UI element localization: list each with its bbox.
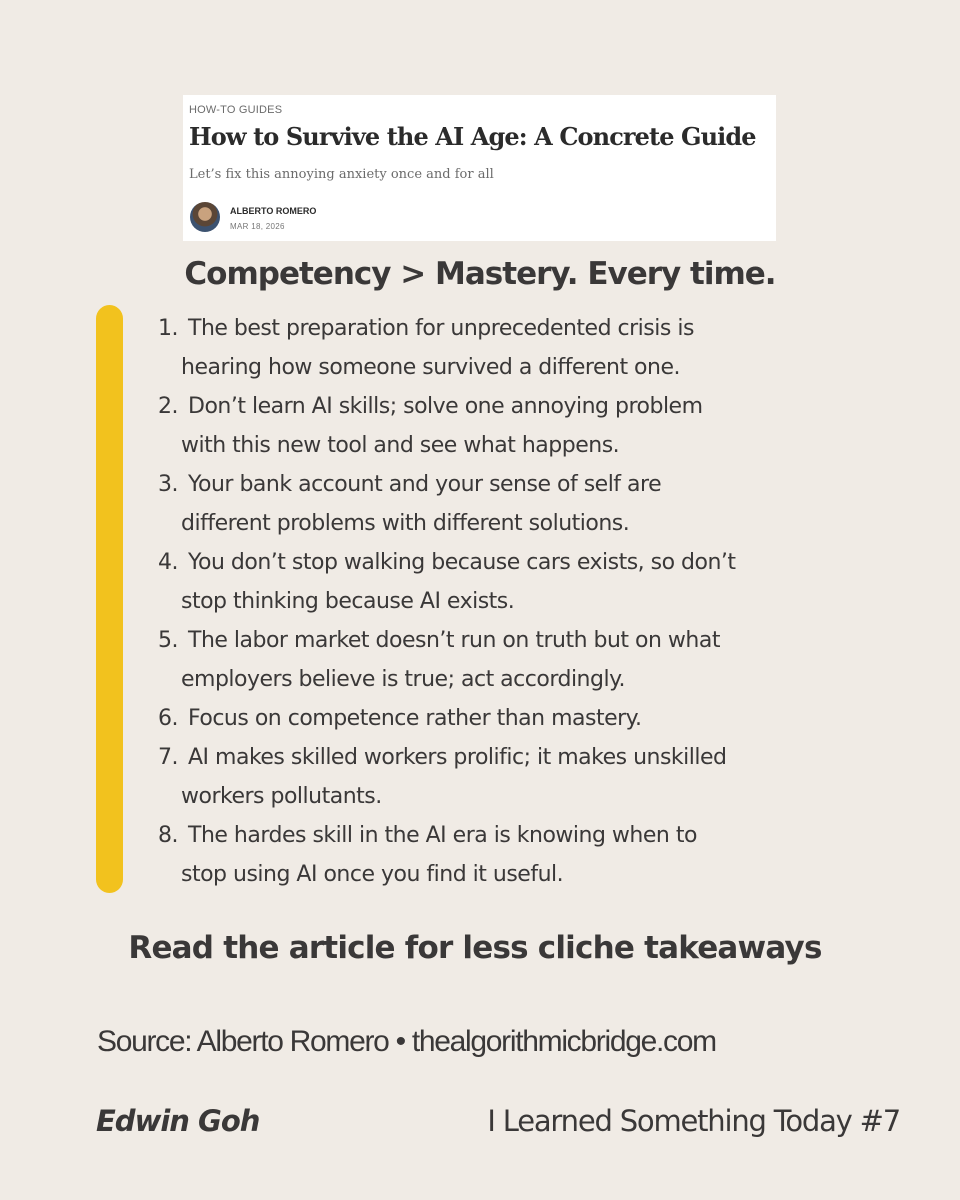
tip-text — [181, 387, 703, 465]
tip-text — [181, 621, 720, 699]
tip-line: hearing how someone survived a different one. — [181, 355, 680, 380]
tip-text — [181, 309, 694, 387]
source-credit: Source: Alberto Romero • thealgorithmicbridge.com — [97, 1025, 716, 1058]
tip-line: stop using AI once you find it useful. — [181, 862, 564, 887]
tip-text — [181, 465, 662, 543]
tip-number: 4. — [158, 550, 178, 575]
tip-line: workers pollutants. — [181, 784, 382, 809]
tip-text — [181, 738, 727, 816]
cta-text: Read the article for less cliche takeaways — [128, 930, 822, 966]
accent-bar — [96, 305, 123, 893]
tip-text — [181, 543, 736, 621]
footer-author: Edwin Goh — [96, 1104, 260, 1138]
headline: Competency > Mastery. Every time. — [184, 256, 776, 292]
article-author: ALBERTO ROMERO — [230, 206, 317, 216]
article-date: MAR 18, 2026 — [230, 222, 285, 231]
author-avatar — [190, 202, 220, 232]
article-category: HOW-TO GUIDES — [189, 104, 283, 116]
tip-line: Focus on competence rather than mastery. — [188, 706, 642, 731]
tip-line: with this new tool and see what happens. — [181, 433, 620, 458]
tip-number: 3. — [158, 472, 178, 497]
tip-line: AI makes skilled workers prolific; it makes unskilled — [188, 745, 727, 770]
tip-line: The labor market doesn’t run on truth but on what — [188, 628, 720, 653]
tip-line: Don’t learn AI skills; solve one annoying problem — [188, 394, 703, 419]
article-card[interactable] — [183, 95, 776, 241]
tip-number: 5. — [158, 628, 178, 653]
tip-line: You don’t stop walking because cars exists, so don’t — [188, 550, 736, 575]
tip-line: different problems with different solutions. — [181, 511, 630, 536]
tip-line: employers believe is true; act accordingly. — [181, 667, 625, 692]
tip-number: 2. — [158, 394, 178, 419]
tip-line: stop thinking because AI exists. — [181, 589, 515, 614]
tip-number: 7. — [158, 745, 178, 770]
tip-text — [181, 816, 697, 894]
article-title: How to Survive the AI Age: A Concrete Guide — [189, 122, 756, 151]
footer-series: I Learned Something Today #7 — [487, 1104, 900, 1138]
tip-line: Your bank account and your sense of self are — [188, 472, 662, 497]
tip-number: 6. — [158, 706, 178, 731]
tip-number: 1. — [158, 316, 178, 341]
tip-number: 8. — [158, 823, 178, 848]
article-subtitle: Let’s fix this annoying anxiety once and for all — [189, 167, 494, 182]
tip-line: The best preparation for unprecedented crisis is — [188, 316, 694, 341]
tip-text — [188, 699, 642, 738]
tip-line: The hardes skill in the AI era is knowing when to — [188, 823, 697, 848]
